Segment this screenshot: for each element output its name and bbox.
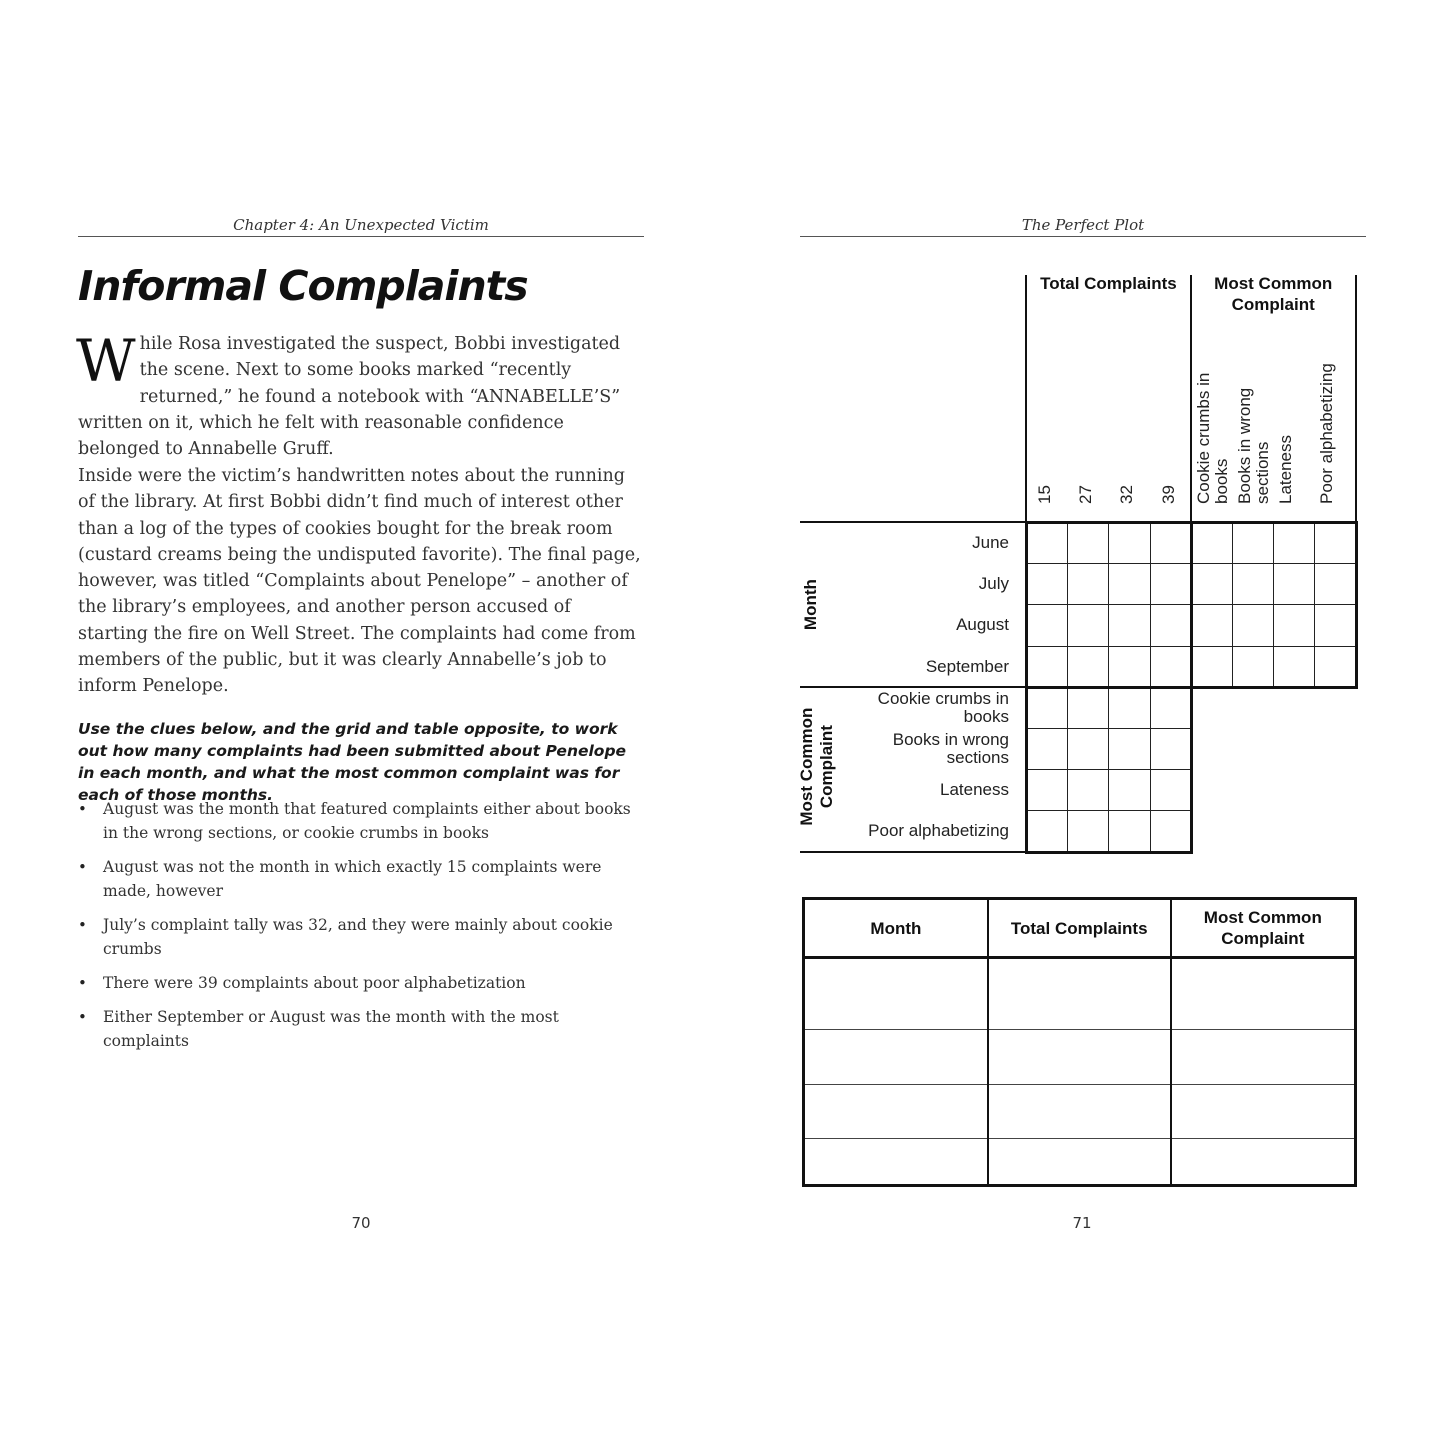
clue-text: Either September or August was the month with the most complaints: [103, 1008, 559, 1050]
answer-cell[interactable]: [805, 1030, 988, 1084]
bullet-icon: •: [78, 916, 87, 934]
column-label-total: 15: [1035, 485, 1054, 504]
answer-cell[interactable]: [1171, 1139, 1354, 1184]
grid-block-month-complaint: [1190, 521, 1358, 689]
answer-row: [805, 1084, 1354, 1138]
row-label-month: August: [956, 615, 1009, 635]
answer-table: [802, 897, 1357, 1187]
header-total-complaints: Total Complaints: [1040, 274, 1177, 293]
answer-row: [805, 1139, 1354, 1184]
left-page: [0, 0, 722, 1445]
clue-item: [78, 971, 644, 995]
clue-item: [78, 855, 644, 903]
column-label-complaint: Poor alphabetizing: [1317, 363, 1337, 504]
row-label-month: June: [972, 533, 1009, 552]
answer-cell[interactable]: [805, 1084, 988, 1138]
clue-text: August was not the month in which exactly 15 complaints were made, however: [103, 858, 602, 900]
answer-cell[interactable]: [988, 1030, 1171, 1084]
bullet-icon: •: [78, 1008, 87, 1026]
header-divider: [1025, 275, 1027, 522]
header-most-common: Most Common Complaint: [1214, 274, 1333, 314]
answer-cell[interactable]: [988, 1139, 1171, 1184]
bullet-icon: •: [78, 974, 87, 992]
clue-text: There were 39 complaints about poor alphabetization: [103, 974, 526, 992]
clue-text: August was the month that featured complaints either about books in the wrong sections, or cookie crumbs in books: [103, 800, 631, 842]
grid-side-rule: [800, 851, 1026, 853]
answer-cell[interactable]: [805, 958, 988, 1030]
column-label-total: 27: [1076, 485, 1096, 504]
answer-cell[interactable]: [988, 958, 1171, 1030]
clue-item: [78, 913, 644, 961]
intro-paragraph: [76, 327, 644, 462]
answer-cell[interactable]: [1171, 1084, 1354, 1138]
answer-header-common: Most Common Complaint: [1171, 900, 1354, 958]
right-page: [722, 0, 1445, 1445]
column-label-total: 39: [1158, 485, 1178, 504]
side-label-month: Month: [801, 578, 820, 630]
header-divider: [1355, 275, 1357, 522]
answer-cell[interactable]: [988, 1084, 1171, 1138]
drop-cap: W: [76, 327, 136, 395]
running-head: Chapter 4: An Unexpected Victim: [78, 215, 644, 237]
answer-cell[interactable]: [1171, 958, 1354, 1030]
grid-block-month-total: [1025, 521, 1193, 689]
clue-text: July’s complaint tally was 32, and they were mainly about cookie crumbs: [103, 916, 613, 958]
answer-cell[interactable]: [1171, 1030, 1354, 1084]
answer-cell[interactable]: [805, 1139, 988, 1184]
column-label-complaint: Books in wrong sections: [1235, 387, 1272, 504]
answer-row: [805, 958, 1354, 1030]
row-label-month: July: [978, 574, 1009, 594]
row-label-complaint: Cookie crumbs in books: [877, 688, 1009, 726]
row-label-complaint: Poor alphabetizing: [868, 821, 1009, 841]
page-title: Informal Complaints: [78, 262, 528, 310]
bullet-icon: •: [78, 800, 87, 818]
page-number: 71: [1072, 1214, 1092, 1232]
row-label-complaint: Books in wrong sections: [892, 730, 1009, 767]
clue-item: [78, 1005, 644, 1053]
intro-paragraph-text: hile Rosa investigated the suspect, Bobbi investigated the scene. Next to some books marked “recently returned,” he found a notebook with “ANNABELLE’S” written on it, which he felt with reasonable confidence belonged to Annabelle Gruff.: [78, 334, 621, 460]
clue-item: [78, 797, 644, 845]
column-label-complaint: Lateness: [1276, 435, 1296, 504]
side-label-most-common: Most Common Complaint: [797, 707, 836, 826]
column-label-complaint: Cookie crumbs in books: [1193, 372, 1231, 504]
grid-side-rule: [800, 686, 1026, 688]
running-head: The Perfect Plot: [800, 215, 1366, 237]
answer-header-total: Total Complaints: [988, 900, 1171, 958]
row-label-month: September: [925, 656, 1009, 676]
column-label-total: 32: [1117, 485, 1137, 504]
header-divider: [1190, 275, 1192, 522]
puzzle-instructions: Use the clues below, and the grid and table opposite, to work out how many complaints had been submitted about Penelope in each month, and what the most common complaint was for each of those months.: [78, 720, 627, 804]
answer-header-month: Month: [805, 900, 988, 958]
grid-side-rule: [800, 521, 1026, 523]
clue-list: [78, 797, 644, 1063]
bullet-icon: •: [78, 858, 87, 876]
row-label-complaint: Lateness: [940, 780, 1009, 800]
page-number: 70: [351, 1214, 371, 1232]
story-paragraph: Inside were the victim’s handwritten notes about the running of the library. At first Bobbi didn’t find much of interest other than a log of the types of cookies bought for the break room (custard creams being the undisputed favorite). The final page, however, was titled “Complaints about Penelope” – another of the library’s employees, and another person accused of starting the fire on Well Street. The complaints had come from members of the public, but it was clearly Annabelle’s job to inform Penelope.: [78, 466, 641, 697]
grid-block-complaint-total: [1025, 686, 1193, 854]
answer-row: [805, 1030, 1354, 1084]
